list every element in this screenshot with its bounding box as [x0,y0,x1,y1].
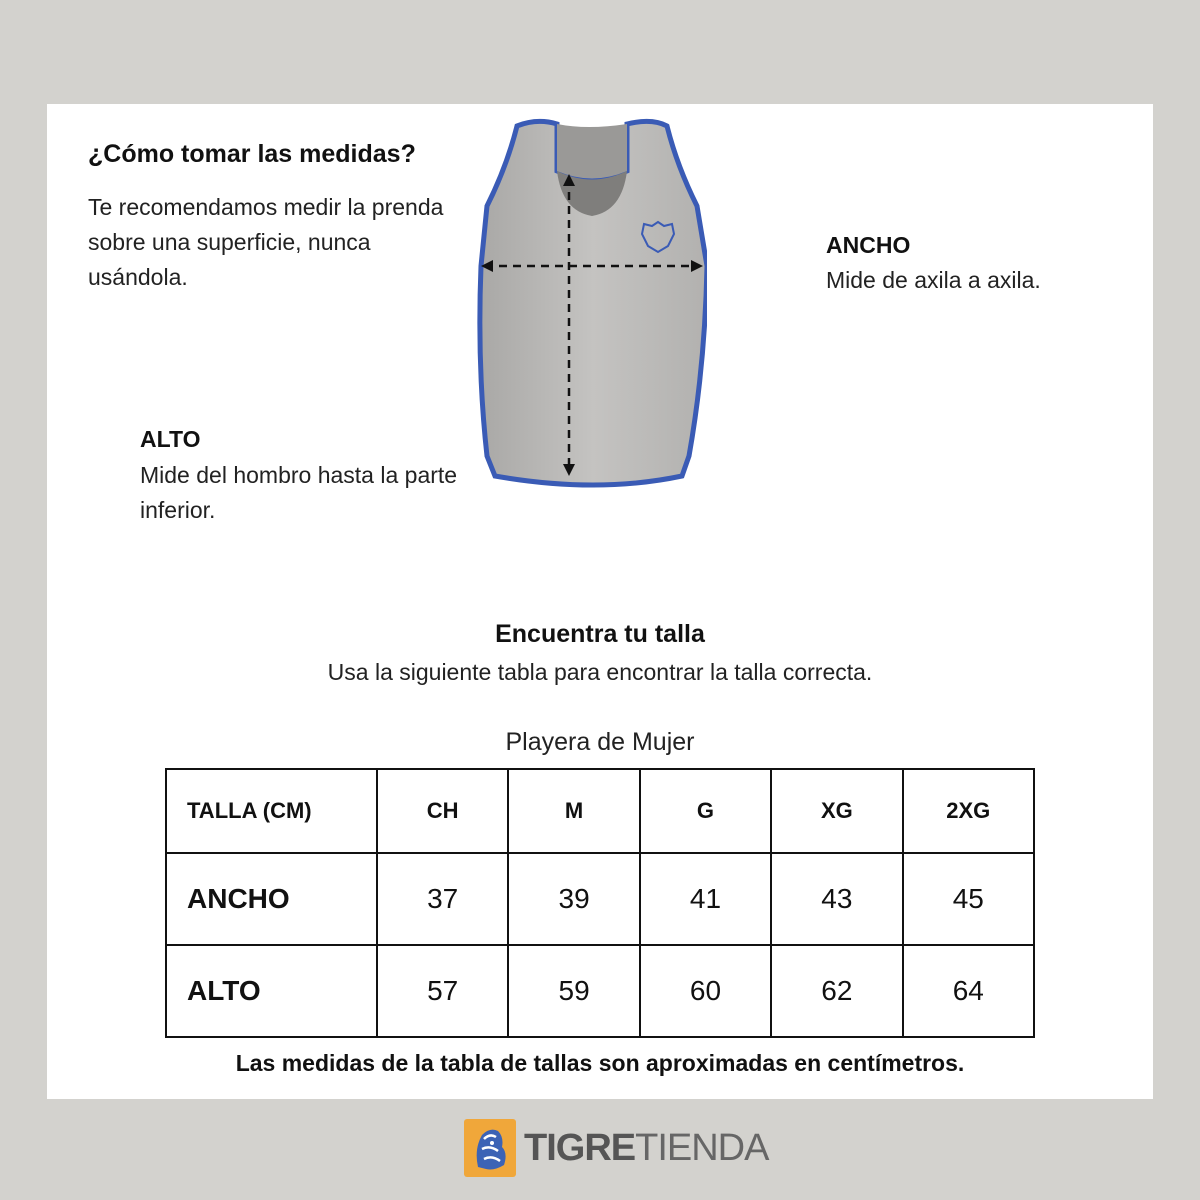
table-cell: 60 [640,945,771,1037]
logo-text-tigre: TIGRE [524,1126,636,1169]
tank-top-image [477,116,707,491]
table-cell: 57 [377,945,508,1037]
tiger-logo-icon [464,1119,516,1177]
header-cell: M [508,769,639,853]
header-cell: TALLA (CM) [166,769,377,853]
table-cell: 37 [377,853,508,945]
table-header-row [166,769,1034,853]
size-table [165,768,1035,1038]
alto-title: ALTO [140,426,201,452]
howto-text: Te recomendamos medir la prenda sobre una superficie, nunca usándola. [88,194,444,290]
table-cell: 59 [508,945,639,1037]
howto-title: ¿Cómo tomar las medidas? [88,140,416,168]
size-guide-card [47,104,1153,1099]
table-row [166,853,1034,945]
tigretienda-logo[interactable] [464,1118,768,1178]
header-cell: G [640,769,771,853]
row-label: ANCHO [166,853,377,945]
header-cell: XG [771,769,902,853]
logo-text-tienda: TIENDA [635,1126,769,1169]
row-label: ALTO [166,945,377,1037]
find-size-subtitle: Usa la siguiente tabla para encontrar la talla correcta. [327,659,873,685]
ancho-title: ANCHO [826,232,911,258]
logo-wordmark [524,1127,768,1170]
table-cell: 39 [508,853,639,945]
table-cell: 43 [771,853,902,945]
header-cell: CH [377,769,508,853]
measurement-note: Las medidas de la tabla de tallas son aproximadas en centímetros. [235,1050,965,1076]
table-cell: 45 [903,853,1034,945]
table-cell: 41 [640,853,771,945]
find-size-title: Encuentra tu talla [495,620,705,648]
header-cell: 2XG [903,769,1034,853]
table-row [166,945,1034,1037]
table-caption: Playera de Mujer [505,728,695,756]
ancho-text: Mide de axila a axila. [826,267,1041,293]
alto-text: Mide del hombro hasta la parte inferior. [140,462,458,523]
table-cell: 62 [771,945,902,1037]
table-cell: 64 [903,945,1034,1037]
